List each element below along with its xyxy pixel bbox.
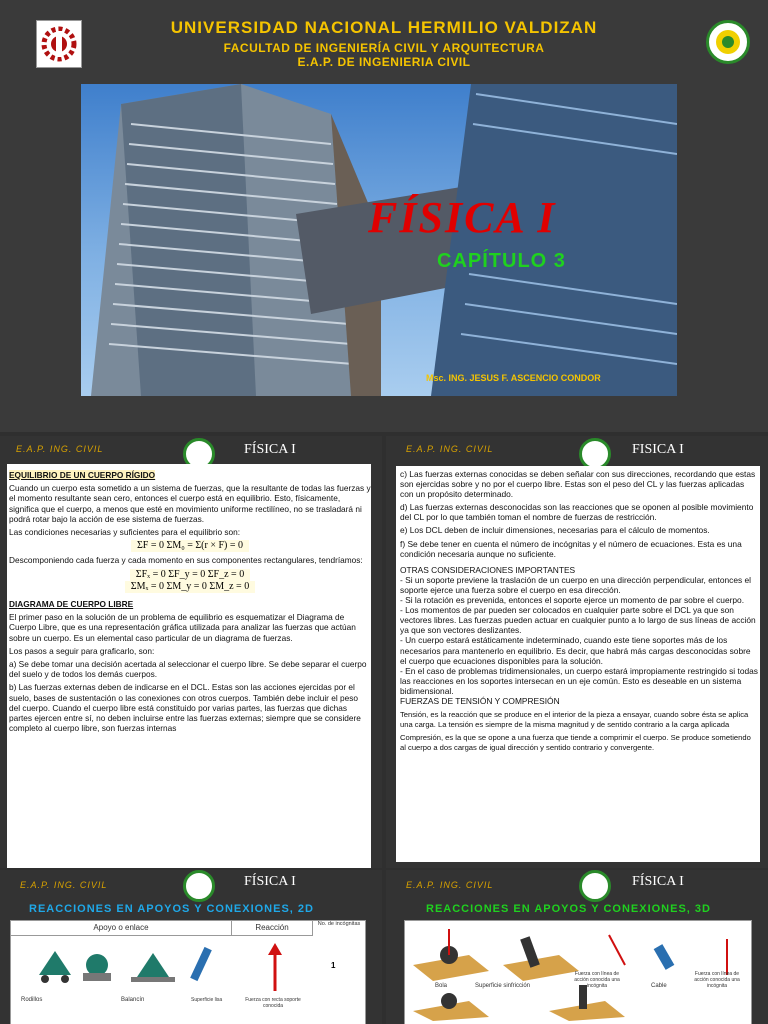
slide-reactions-3d [386,870,768,1024]
paragraph-steps: Los pasos a seguir para graficarlo, son: [9,645,155,656]
bullet-4: - Un cuerpo estará estáticamente indeterminado, cuando este tiene soportes más de los necesarios para mantenerlo en equilibrio. Es decir, que habrá más cargas desconocidas sobre el cuerpo que ecuaciones disponibles para la solución. [400,635,751,666]
support-icons [19,941,229,995]
school-tag: E.A.P. ING. CIVIL [20,880,108,890]
column-support: Apoyo o enlace [11,921,232,936]
formula-moments: ΣMₓ = 0 ΣM_y = 0 ΣM_z = 0 [125,581,255,593]
label-force-line-2: Fuerza con línea de acción conocida una incógnita [694,971,740,989]
label-frictionless: Superficie sinfricción [475,983,531,989]
bullet-5: - En el caso de problemas tridimensionales, un cuerpo estará impropiamente restringido si todas las reacciones en los soportes intersecan en un eje común. Esto es deseable en un sistema bidimensional. [400,665,758,696]
content-page [7,464,371,868]
chapter-title: CAPÍTULO 3 [437,250,566,272]
content-page [396,466,760,862]
label-ball: Bola [435,983,448,989]
column-unknowns: No. de incógnitas [317,921,361,927]
paragraph-components: Descomponiendo cada fuerza y cada momento en sus componentes rectangulares, tendríamos: [9,555,363,566]
step-e: e) Los DCL deben de incluir dimensiones, necesarias para el cálculo de momentos. [400,525,710,536]
reactions-table [10,920,366,1024]
school-tag: E.A.P. ING. CIVIL [406,880,494,890]
reaction-arrow-icon [255,941,295,995]
course-label: FÍSICA I [244,874,296,889]
heading-equilibrium: EQUILIBRIO DE UN CUERPO RÍGIDO [9,470,156,480]
label-smooth-surface: Superficie lisa [191,997,223,1003]
university-seal-icon [183,870,215,902]
reactions-3d-table [404,920,752,1024]
paragraph-conditions: Las condiciones necesarias y suficientes para el equilibrio son: [9,527,241,538]
label-force-line-1: Fuerza con línea de acción conocida una incógnita [574,971,620,989]
step-a: a) Se debe tomar una decisión acertada al seleccionar el cuerpo libre. Se debe separar el cuerpo del suelo y de todos los demás cuerpos. [9,659,367,680]
course-label: FÍSICA I [244,442,296,457]
school-tag: E.A.P. ING. CIVIL [406,444,494,454]
school-name: E.A.P. DE INGENIERIA CIVIL [297,55,471,69]
label-rocker: Balancín [121,997,145,1003]
formula-equilibrium: ΣF = 0 ΣM₀ = Σ(r × F) = 0 [131,540,249,552]
label-cable: Cable [651,983,667,989]
faculty-name: FACULTAD DE INGENIERÍA CIVIL Y ARQUITECTURA [223,41,545,55]
label-rollers: Rodillos [21,997,43,1003]
title-slide [0,0,768,432]
formula-forces: ΣFₓ = 0 ΣF_y = 0 ΣF_z = 0 [130,569,250,581]
label-reaction: Fuerza con recta soporte conocida [245,997,301,1009]
heading-free-body: DIAGRAMA DE CUERPO LIBRE [9,599,134,610]
step-d: d) Las fuerzas externas desconocidas son las reacciones que se oponen al posible movimiento del CL por lo que también toman el nombre de fuerzas de restricción. [400,502,754,523]
bullet-3: - Los momentos de par pueden ser colocados en cualquier parte sobre el DCL ya que son vectores libres. Las fuerzas pueden actuar en cualquier punto a lo largo de sus líneas de acción ya que son vectores deslizantes. [400,605,756,636]
bullet-1: - Si un soporte previene la traslación de un cuerpo en una dirección perpendicular, entonces el soporte ejerce una fuerza sobre el cuerpo en esa dirección. [400,574,752,595]
heading-other: OTRAS CONSIDERACIONES IMPORTANTES [400,564,576,575]
university-seal-icon [579,870,611,902]
paragraph-tension: Tensión, es la reacción que se produce en el interior de la pieza a ensayar, cuando sobre ésta se aplica una carga. La tensión es siempre de la misma magnitud y de sentido contrario a la carga aplicada [400,710,749,730]
university-name: UNIVERSIDAD NACIONAL HERMILIO VALDIZAN [170,18,598,37]
course-label: FISICA I [632,442,684,457]
bullet-2: - Si la rotación es prevenida, entonces el soporte ejerce un momento de par sobre el cuerpo. [400,595,745,606]
unknown-count: 1 [331,961,336,970]
slide-equilibrium [0,436,382,868]
reactions-3d-title: REACCIONES EN APOYOS Y CONEXIONES, 3D [426,903,711,915]
course-label: FÍSICA I [632,874,684,889]
slide-considerations [386,436,768,868]
school-tag: E.A.P. ING. CIVIL [16,444,104,454]
column-reaction: Reacción [232,921,313,936]
author-name: Msc. ING. JESUS F. ASCENCIO CONDOR [426,373,601,383]
paragraph-dcl: El primer paso en la solución de un problema de equilibrio es esquematizar el Diagrama de Cuerpo Libre, que es una representación gráfica utilizada para analizar las fuerzas que actúan sobre un cuerpo. Es un elemental caso particular de un diagrama de fuerzas. [9,612,356,643]
step-b: b) Las fuerzas externas deben de indicarse en el DCL. Estas son las acciones ejercidas por el suelo, bases de sustentación o las conexiones con otros cuerpos. También debe incluir el peso del cuerpo. Cuando el cuerpo libre está constituido por varias partes, las fuerzas que dichas partes ejercen entre sí, no deben incluirse entre las fuerzas externas; siempre que se considere completo al cuerpo libre, son fuerzas internas [9,682,361,734]
reactions-2d-title: REACCIONES EN APOYOS Y CONEXIONES, 2D [29,903,314,915]
step-c: c) Las fuerzas externas conocidas se deben señalar con sus direcciones, recordando que estas son ejercidas sobre y no por el cuerpo libre. Estas son el peso del CL y las fuerzas aplicadas con un propósito determinado. [400,469,756,500]
paragraph-intro: Cuando un cuerpo esta sometido a un sistema de fuerzas, que la resultante de todas las fuerzas y el momento resultante sean cero, entonces el cuerpo está en equilibrio. Esto, físicamente, significa que el cuerpo, a menos que esté en movimiento uniforme rectilíneo, no se trasladará ni podrá rotar bajo la acción de ese sistema de fuerzas. [9,483,371,524]
heading-tension: FUERZAS DE TENSIÓN Y COMPRESIÓN [400,695,560,706]
course-title: FÍSICA I [368,193,557,242]
slide-reactions-2d [0,870,382,1024]
step-f: f) Se debe tener en cuenta el número de incógnitas y el número de ecuaciones. Esta es una condición necesaria aunque no suficiente. [400,538,742,559]
paragraph-compression: Compresión, es la que se opone a una fuerza que tiende a comprimir el cuerpo. Se produce sometiendo al cuerpo a dos cargas de igual dirección y sentido contrario y convergente. [400,733,751,753]
